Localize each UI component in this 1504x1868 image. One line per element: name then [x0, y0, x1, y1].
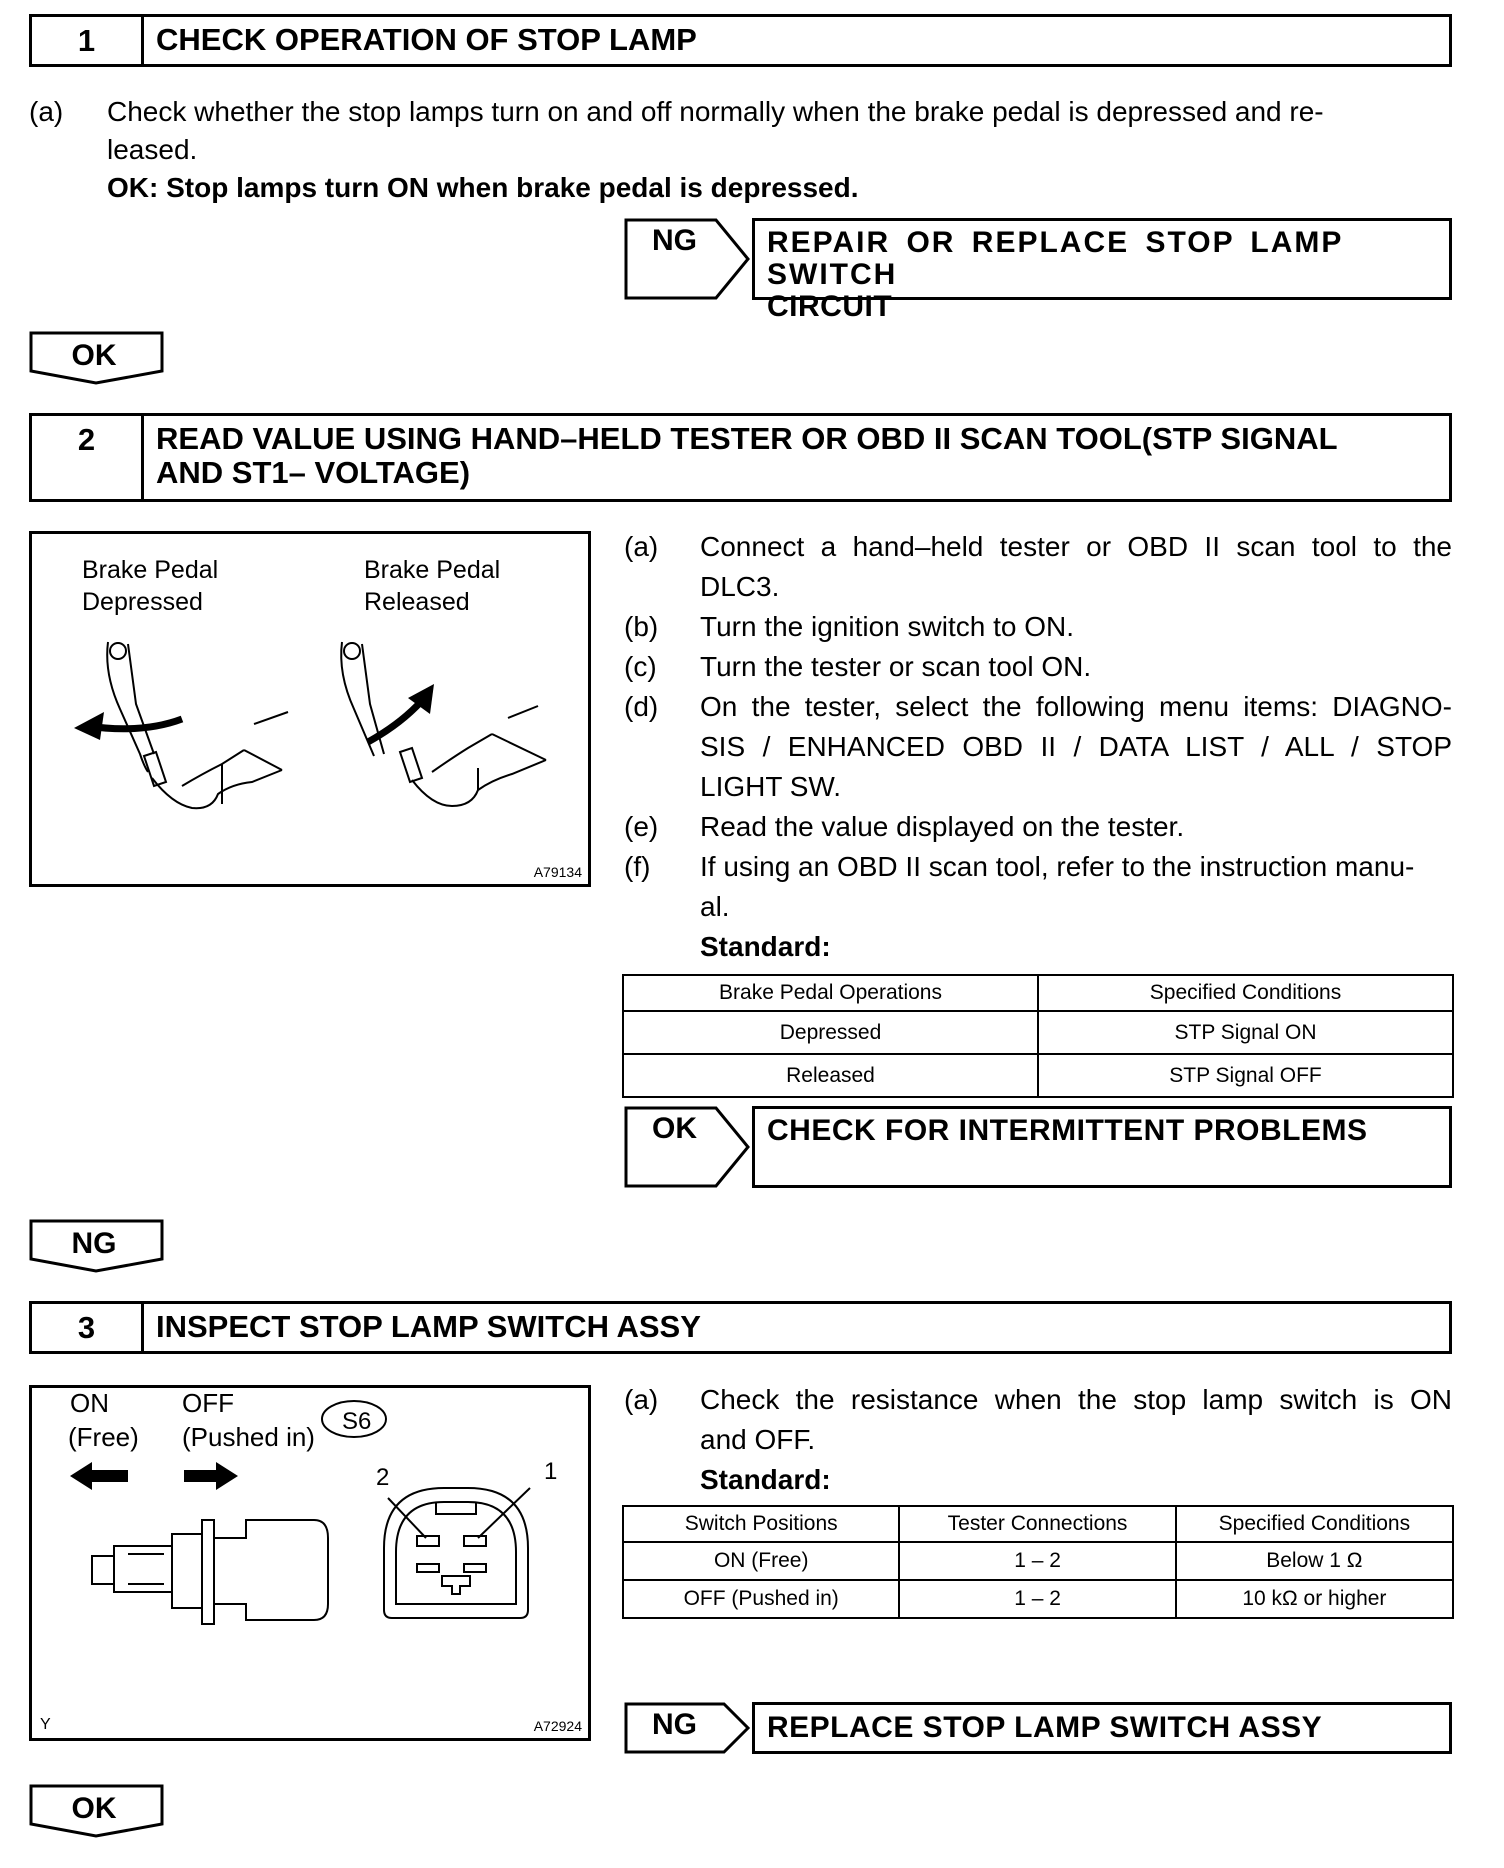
item-text: Connect a hand–held tester or OBD II scan tool to the	[700, 531, 1452, 562]
corner-mark: Y	[40, 1716, 51, 1733]
flow-label: OK	[71, 339, 117, 372]
figure-label: (Free)	[68, 1422, 139, 1452]
table-cell: 1 – 2	[899, 1580, 1175, 1618]
item-label: (c)	[624, 651, 657, 682]
step-1-header	[29, 14, 1452, 67]
table-cell: OFF (Pushed in)	[623, 1580, 899, 1618]
item-text: On the tester, select the following menu items: DIAGNO-	[700, 691, 1452, 722]
ng-label: NG	[652, 1708, 697, 1741]
ok-arrow-box	[624, 1106, 751, 1188]
table-cell: Depressed	[623, 1011, 1038, 1054]
ng-label: NG	[652, 224, 697, 257]
item-label: (d)	[624, 691, 659, 722]
ng-result-line: CIRCUIT	[767, 290, 893, 323]
figure-code: A79134	[533, 864, 582, 880]
item-label: (e)	[624, 811, 659, 842]
table-row	[623, 1580, 1453, 1618]
ng-result-text: REPLACE STOP LAMP SWITCH ASSY	[767, 1711, 1323, 1744]
item-text: Turn the ignition switch to ON.	[700, 611, 1075, 642]
standard-label: Standard:	[700, 1464, 831, 1495]
flow-label: OK	[71, 1792, 117, 1825]
item-label: (a)	[29, 96, 64, 127]
figure-label: Released	[364, 588, 470, 616]
figure-label: Brake Pedal	[364, 556, 501, 584]
standard-label: Standard:	[700, 931, 831, 962]
table-header: Tester Connections	[899, 1506, 1175, 1542]
step-number: 3	[32, 1304, 144, 1351]
step-number: 1	[32, 17, 144, 64]
table-cell: Released	[623, 1054, 1038, 1097]
item-label: (b)	[624, 611, 659, 642]
ok-label: OK	[652, 1112, 697, 1145]
item-label: (a)	[624, 1384, 659, 1415]
ng-result-box	[752, 1702, 1452, 1754]
flow-label: NG	[71, 1227, 117, 1260]
step-title	[144, 416, 1449, 499]
item-text: Check the resistance when the stop lamp switch is ON	[700, 1384, 1452, 1415]
item-text: If using an OBD II scan tool, refer to the instruction manu-	[700, 851, 1415, 882]
pin-label: 1	[544, 1458, 558, 1485]
ok-criteria: OK: Stop lamps turn ON when brake pedal is depressed.	[107, 172, 859, 203]
table-cell: 10 kΩ or higher	[1176, 1580, 1453, 1618]
ok-result-text: CHECK FOR INTERMITTENT PROBLEMS	[767, 1114, 1368, 1147]
step-2-header	[29, 413, 1452, 502]
figure-label: (Pushed in)	[182, 1422, 315, 1452]
table-cell: Below 1 Ω	[1176, 1542, 1453, 1580]
brake-pedal-spec-table	[622, 974, 1454, 1098]
item-label: (f)	[624, 851, 651, 882]
item-text: Turn the tester or scan tool ON.	[700, 651, 1092, 682]
connector-id-label: S6	[342, 1408, 372, 1435]
step-title-line: AND ST1– VOLTAGE)	[156, 455, 471, 490]
ng-result-line: REPAIR OR REPLACE STOP LAMP SWITCH	[767, 226, 1343, 291]
table-cell: ON (Free)	[623, 1542, 899, 1580]
item-text: leased.	[107, 134, 198, 165]
step-title: CHECK OPERATION OF STOP LAMP	[156, 22, 697, 57]
figure-label: Depressed	[82, 588, 203, 616]
item-text: LIGHT SW.	[700, 771, 842, 802]
ng-result-box	[752, 218, 1452, 323]
brake-pedal-illustration	[32, 534, 588, 884]
ok-result-box	[752, 1106, 1452, 1188]
item-label: (a)	[624, 531, 659, 562]
step-number: 2	[32, 416, 144, 499]
table-header: Specified Conditions	[1038, 975, 1453, 1011]
table-header: Switch Positions	[623, 1506, 899, 1542]
figure-label: Brake Pedal	[82, 556, 219, 584]
table-row	[623, 1054, 1453, 1097]
item-text: and OFF.	[700, 1424, 816, 1455]
table-cell: STP Signal ON	[1038, 1011, 1453, 1054]
figure-code: A72924	[533, 1718, 582, 1734]
flow-ok-marker	[29, 331, 165, 385]
item-text: DLC3.	[700, 571, 780, 602]
table-header: Specified Conditions	[1176, 1506, 1453, 1542]
step-title-line: READ VALUE USING HAND–HELD TESTER OR OBD II SCAN TOOL(STP SIGNAL	[156, 421, 1338, 456]
switch-resistance-spec-table	[622, 1505, 1454, 1619]
table-header: Brake Pedal Operations	[623, 975, 1038, 1011]
ng-arrow-box	[624, 218, 751, 300]
table-row	[623, 1011, 1453, 1054]
item-text: al.	[700, 891, 730, 922]
table-cell: STP Signal OFF	[1038, 1054, 1453, 1097]
step-3-header	[29, 1301, 1452, 1354]
figure-label: ON	[70, 1388, 109, 1418]
flow-ng-marker	[29, 1219, 165, 1273]
item-text: Read the value displayed on the tester.	[700, 811, 1185, 842]
table-row	[623, 1542, 1453, 1580]
pin-label: 2	[376, 1464, 390, 1491]
switch-illustration	[32, 1388, 588, 1738]
step-title: INSPECT STOP LAMP SWITCH ASSY	[156, 1309, 701, 1344]
stop-lamp-switch-figure	[29, 1385, 591, 1741]
brake-pedal-figure	[29, 531, 591, 887]
item-text: Check whether the stop lamps turn on and off normally when the brake pedal is depressed and re-	[107, 96, 1324, 127]
ng-arrow-box	[624, 1702, 751, 1754]
item-text: SIS / ENHANCED OBD II / DATA LIST / ALL / STOP	[700, 731, 1452, 762]
flow-ok-marker	[29, 1784, 165, 1838]
table-cell: 1 – 2	[899, 1542, 1175, 1580]
figure-label: OFF	[182, 1388, 234, 1418]
